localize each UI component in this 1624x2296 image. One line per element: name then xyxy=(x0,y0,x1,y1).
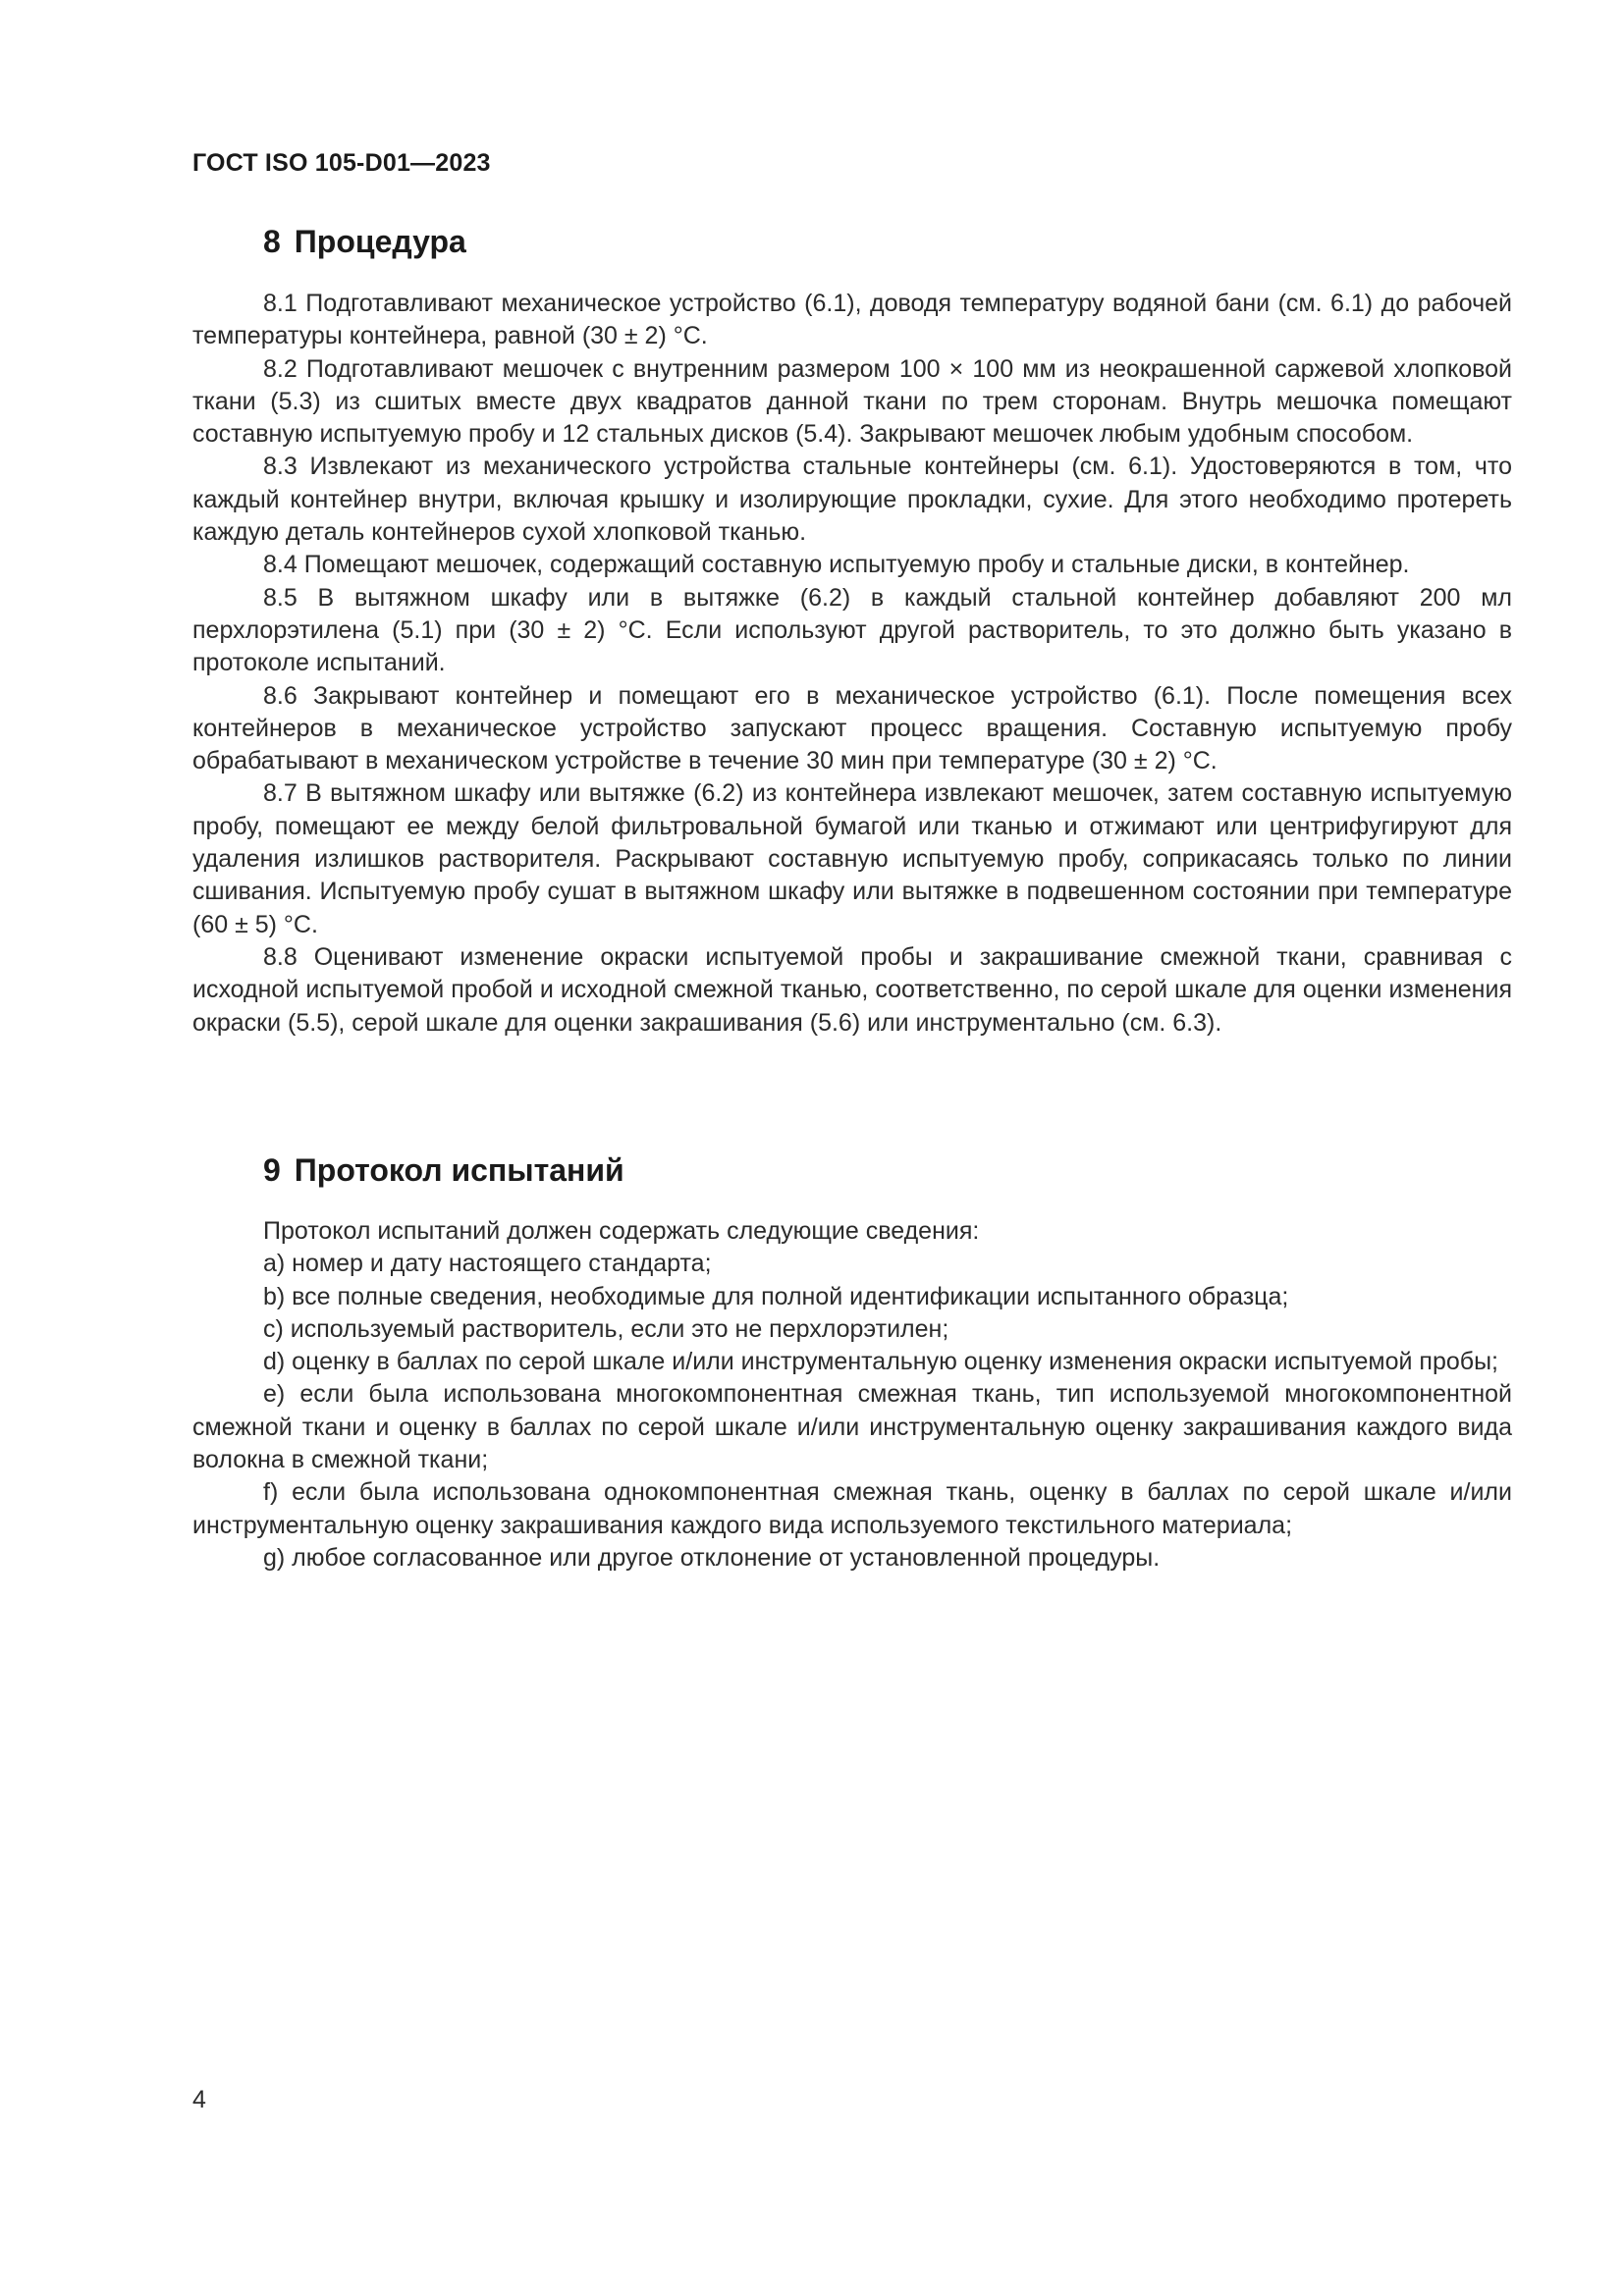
paragraph-8-1: 8.1 Подготавливают механическое устройство (6.1), доводя температуру водяной бани (см. 6.1) до рабочей температуры контейнера, равной (30 ± 2) °С. xyxy=(192,290,1512,350)
report-item-d: d) оценку в баллах по серой шкале и/или инструментальную оценку изменения окраски испытуемой пробы; xyxy=(263,1348,1499,1376)
section-8-heading xyxy=(263,224,466,260)
report-item-e: e) если была использована многокомпонентная смежная ткань, тип используемой многокомпонентной смежной ткани и оценку в баллах по серой шкале и/или инструментальную оценку закрашивания каждого вида волокна в смежной ткани; xyxy=(192,1380,1512,1474)
report-item-a: a) номер и дату настоящего стандарта; xyxy=(263,1250,712,1278)
report-item-f: f) если была использована однокомпонентная смежная ткань, оценку в баллах по серой шкале и/или инструментальную оценку закрашивания каждого вида используемого текстильного материала; xyxy=(192,1478,1512,1539)
report-item-c: c) используемый растворитель, если это не перхлорэтилен; xyxy=(263,1314,949,1343)
report-item-g: g) любое согласованное или другое отклонение от установленной процедуры. xyxy=(263,1543,1161,1572)
paragraph-8-5: 8.5 В вытяжном шкафу или в вытяжке (6.2) в каждый стальной контейнер добавляют 200 мл перхлорэтилена (5.1) при (30 ± 2) °С. Если используют другой растворитель, то это должно быть указано в протоколе испытаний. xyxy=(192,583,1512,677)
section-8-body xyxy=(192,288,1512,1040)
report-intro: Протокол испытаний должен содержать следующие сведения: xyxy=(263,1217,980,1245)
paragraph-8-3: 8.3 Извлекают из механического устройства стальные контейнеры (см. 6.1). Удостоверяются в том, что каждый контейнер внутри, включая крышку и изолирующие прокладки, сухие. Для этого необходимо протереть каждую деталь контейнеров сухой хлопковой тканью. xyxy=(192,453,1512,547)
paragraph-8-4: 8.4 Помещают мешочек, содержащий составную испытуемую пробу и стальные диски, в контейнер. xyxy=(263,551,1410,579)
report-item-b: b) все полные сведения, необходимые для полной идентификации испытанного образца; xyxy=(263,1282,1289,1310)
paragraph-8-8: 8.8 Оценивают изменение окраски испытуемой пробы и закрашивание смежной ткани, сравнивая с исходной испытуемой пробой и исходной смежной тканью, соответственно, по серой шкале для оценки изменения окраски (5.5), серой шкале для оценки закрашивания (5.6) или инструментально (см. 6.3). xyxy=(192,942,1512,1037)
section-8-title: Процедура xyxy=(294,224,466,259)
paragraph-8-7: 8.7 В вытяжном шкафу или вытяжке (6.2) из контейнера извлекают мешочек, затем составную испытуемую пробу, помещают ее между белой фильтровальной бумагой или тканью и отжимают или центрифугируют для удаления излишков растворителя. Раскрывают составную испытуемую пробу, соприкасаясь только по линии сшивания. Испытуемую пробу сушат в вытяжном шкафу или вытяжке в подвешенном состоянии при температуре (60 ± 5) °С. xyxy=(192,779,1512,938)
paragraph-8-2: 8.2 Подготавливают мешочек с внутренним размером 100 × 100 мм из неокрашенной саржевой хлопковой ткани (5.3) из сшитых вместе двух квадратов данной ткани по трем сторонам. Внутрь мешочка помещают составную испытуемую пробу и 12 стальных дисков (5.4). Закрывают мешочек любым удобным способом. xyxy=(192,354,1512,449)
section-9-number: 9 xyxy=(263,1152,281,1188)
section-8-number: 8 xyxy=(263,224,281,259)
section-9-title: Протокол испытаний xyxy=(294,1152,624,1188)
page-number: 4 xyxy=(192,2086,206,2113)
paragraph-8-6: 8.6 Закрывают контейнер и помещают его в механическое устройство (6.1). После помещения всех контейнеров в механическое устройство запускают процесс вращения. Составную испытуемую пробу обрабатывают в механическом устройстве в течение 30 мин при температуре (30 ± 2) °С. xyxy=(192,681,1512,775)
document-header: ГОСТ ISO 105-D01—2023 xyxy=(192,149,491,177)
section-9-heading xyxy=(263,1152,624,1189)
section-9-body xyxy=(192,1215,1512,1575)
